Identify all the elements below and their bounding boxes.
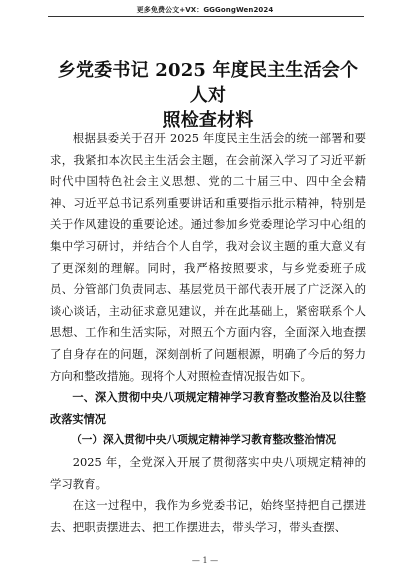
page-number: — 1 — (191, 556, 219, 565)
body-paragraph-2: 2025 年，全党深入开展了贯彻落实中央八项规定精神的学习教育。 (50, 454, 366, 491)
document-body (50, 128, 366, 538)
header-note: 更多免费公文+VX：GGGongWen2024 (136, 6, 274, 14)
header-divider (48, 16, 364, 17)
title-line-1: 乡党委书记 2025 年度民主生活会个人对 (57, 60, 359, 106)
intro-paragraph: 根据县委关于召开 2025 年度民主生活会的统一部署和要求，我紧扣本次民主生活会主题，在会前深入学习了习近平新时代中国特色社会主义思想、党的二十届三中、四中全会精神、习近平总书记系列重要讲话和重要指示批示精神，特别是关于作风建设的重要论述。通过参加乡党委理论学习中心组的集中学习研讨，并结合个人自学，我对会议主题的重大意义有了更深刻的理解。同时，我严格按照要求，与乡党委班子成员、分管部门负责同志、基层党员干部代表开展了广泛深入的谈心谈话，主动征求意见建议，并在此基础上，紧密联系个人思想、工作和生活实际，对照五个方面内容，全面深入地查摆了自身存在的问题，深刻剖析了问题根源，明确了今后的努力方向和整改措施。现将个人对照检查情况报告如下。 (50, 131, 366, 383)
subsection-heading-1: （一）深入贯彻中央八项规定精神学习教育整改整治情况 (71, 434, 337, 447)
title-line-2: 照检查材料 (162, 110, 254, 131)
document-title (52, 58, 364, 133)
section-heading-1: 一、深入贯彻中央八项规定精神学习教育整改整治及以往整改落实情况 (50, 391, 366, 426)
body-paragraph-3: 在这一过程中，我作为乡党委书记，始终坚持把自己摆进去、把职责摆进去、把工作摆进去，带头学习，带头查摆、 (50, 498, 366, 534)
